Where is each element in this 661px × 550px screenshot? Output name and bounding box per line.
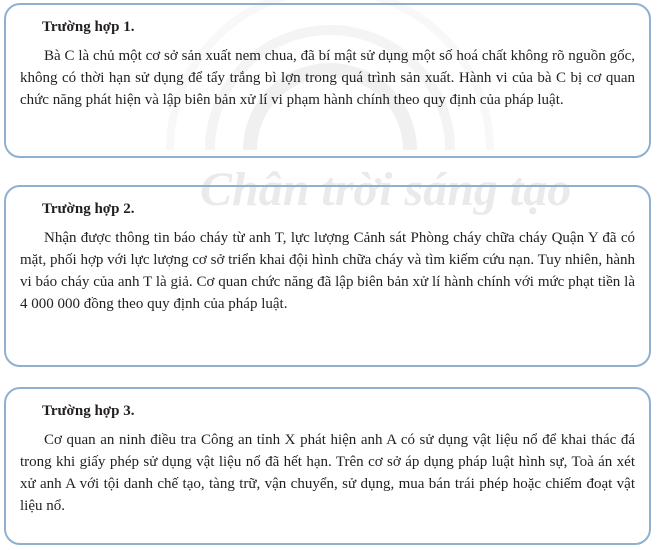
- case-title: Trường hợp 3.: [42, 403, 135, 419]
- case-box-2: [4, 185, 651, 367]
- watermark-text: Chân trời sáng tạo: [200, 163, 572, 216]
- case-title: Trường hợp 2.: [42, 201, 135, 217]
- case-body: Nhận được thông tin báo cháy từ anh T, lực lượng Cảnh sát Phòng cháy chữa cháy Quận Y đã có mặt, phối hợp với lực lượng cơ sở triển khai đội hình chữa cháy và tìm kiếm cứu nạn. Tuy nhiên, hành vi báo cháy của anh T là giả. Cơ quan chức năng đã lập biên bản xử lí hành chính với mức phạt tiền là 4 000 000 đồng theo quy định của pháp luật.: [20, 230, 635, 312]
- case-body: Bà C là chủ một cơ sở sản xuất nem chua, đã bí mật sử dụng một số hoá chất không rõ nguồn gốc, không có thời hạn sử dụng để tẩy trắng bì lợn trong quá trình sản xuất. Hành vi của bà C bị cơ quan chức năng phát hiện và lập biên bản xử lí vi phạm hành chính theo quy định của pháp luật.: [20, 48, 635, 108]
- case-title: Trường hợp 1.: [42, 19, 135, 35]
- case-body: Cơ quan an ninh điều tra Công an tỉnh X phát hiện anh A có sử dụng vật liệu nổ để khai thác đá trong khi giấy phép sử dụng vật liệu nổ đã hết hạn. Trên cơ sở áp dụng pháp luật hình sự, Toà án xét xử anh A với tội danh chế tạo, tàng trữ, vận chuyển, sử dụng, mua bán trái phép hoặc chiếm đoạt vật liệu nổ.: [20, 432, 635, 514]
- case-box-1: [4, 3, 651, 158]
- case-box-3: [4, 387, 651, 545]
